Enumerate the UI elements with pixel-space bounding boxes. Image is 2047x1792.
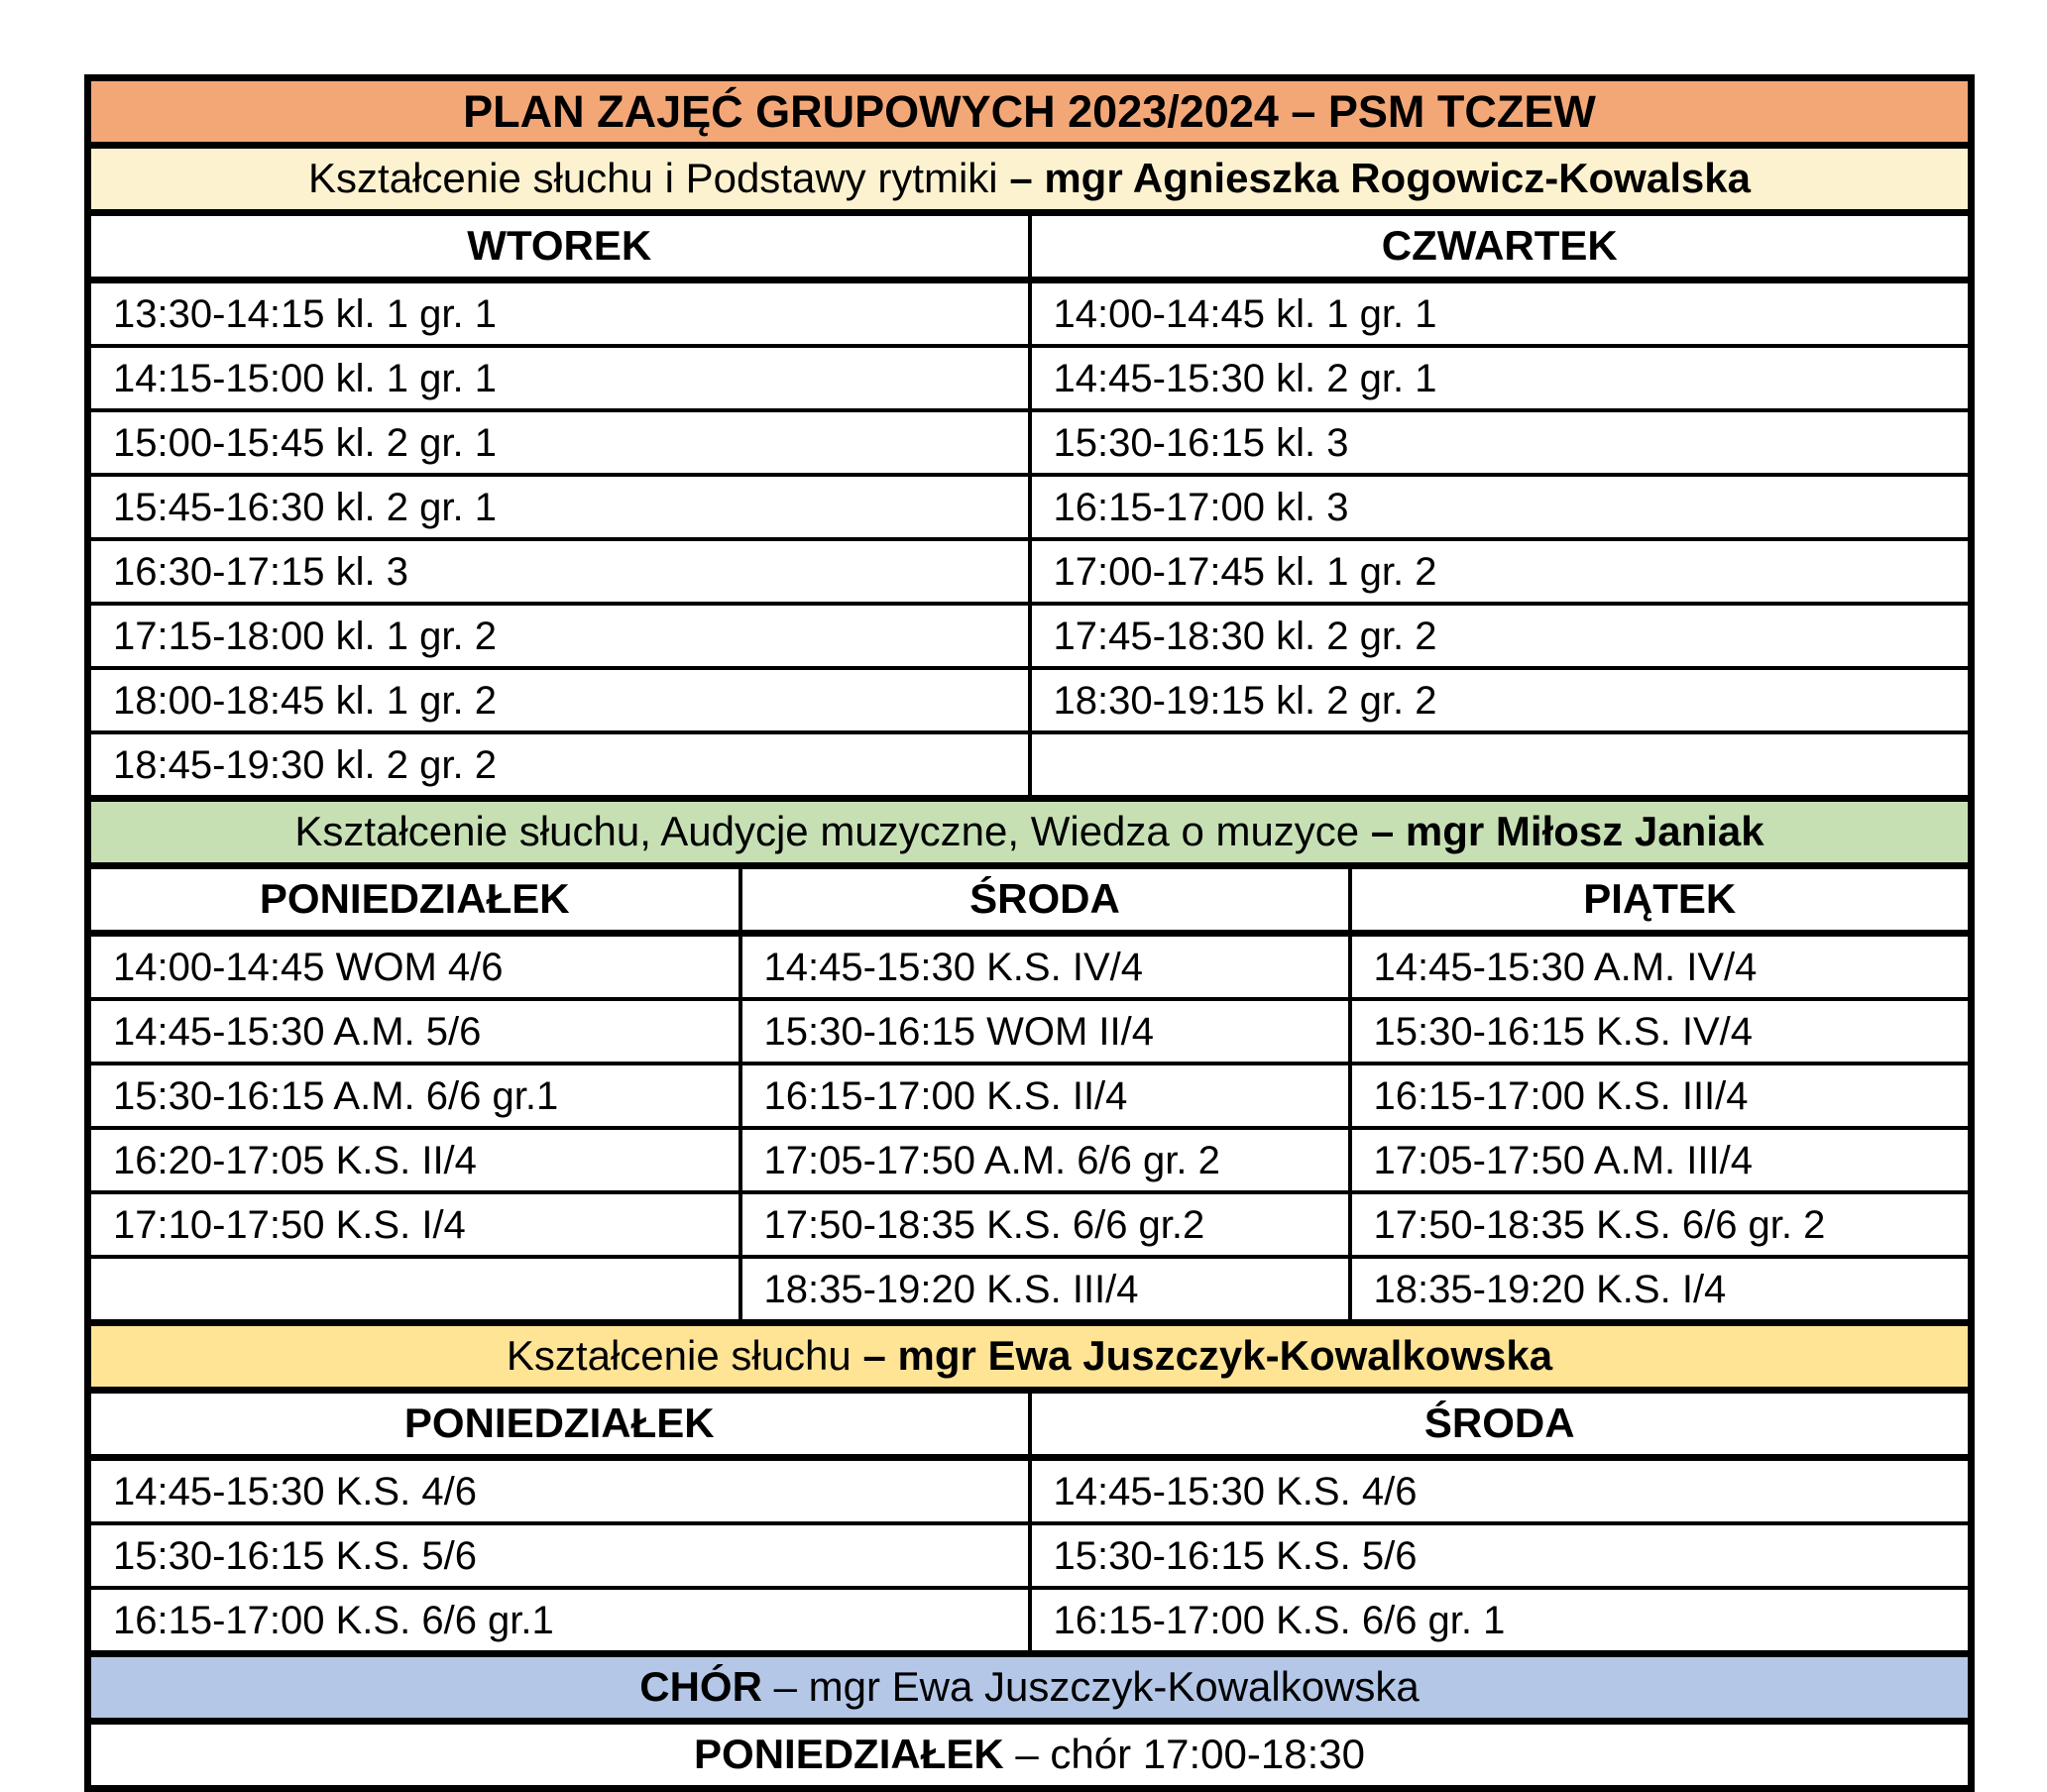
schedule-cell: 18:00-18:45 kl. 1 gr. 2 (88, 668, 1030, 732)
schedule-table (84, 74, 1975, 1792)
schedule-cell: 18:30-19:15 kl. 2 gr. 2 (1030, 668, 1972, 732)
page-title: PLAN ZAJĘĆ GRUPOWYCH 2023/2024 – PSM TCZEW (88, 78, 1972, 146)
table-row (88, 1192, 1972, 1257)
schedule-cell: 15:30-16:15 A.M. 6/6 gr.1 (88, 1064, 740, 1128)
schedule-cell: 14:00-14:45 WOM 4/6 (88, 934, 740, 1000)
schedule-cell: 18:35-19:20 K.S. III/4 (740, 1257, 1350, 1323)
schedule-cell-empty (88, 1257, 740, 1323)
day-header-sroda: ŚRODA (1030, 1391, 1972, 1458)
schedule-cell: 17:50-18:35 K.S. 6/6 gr.2 (740, 1192, 1350, 1257)
schedule-cell: 14:45-15:30 K.S. IV/4 (740, 934, 1350, 1000)
section2-subject: Kształcenie słuchu, Audycje muzyczne, Wiedza o muzyce (294, 808, 1371, 855)
title-row (88, 78, 1972, 146)
schedule-cell: 17:50-18:35 K.S. 6/6 gr. 2 (1350, 1192, 1972, 1257)
table-row (88, 1257, 1972, 1323)
schedule-cell: 15:30-16:15 WOM II/4 (740, 999, 1350, 1064)
schedule-cell: 14:45-15:30 K.S. 4/6 (88, 1458, 1030, 1524)
schedule-cell: 15:00-15:45 kl. 2 gr. 1 (88, 410, 1030, 475)
chor-day: PONIEDZIAŁEK (694, 1731, 1004, 1778)
table-row (88, 1458, 1972, 1524)
chor-schedule-row (88, 1722, 1972, 1789)
section2-header-row (88, 799, 1972, 866)
schedule-cell: 15:30-16:15 kl. 3 (1030, 410, 1972, 475)
schedule-cell: 16:30-17:15 kl. 3 (88, 539, 1030, 604)
section1-header-row (88, 146, 1972, 213)
table-row (88, 346, 1972, 410)
schedule-cell: 17:05-17:50 A.M. 6/6 gr. 2 (740, 1128, 1350, 1192)
schedule-cell: 13:30-14:15 kl. 1 gr. 1 (88, 280, 1030, 347)
section1-day-header-row (88, 213, 1972, 280)
schedule-cell: 18:45-19:30 kl. 2 gr. 2 (88, 732, 1030, 799)
chor-time: – chór 17:00-18:30 (1003, 1731, 1365, 1778)
table-row (88, 539, 1972, 604)
table-row (88, 1064, 1972, 1128)
section2-teacher: – mgr Miłosz Janiak (1370, 808, 1764, 855)
schedule-cell: 16:15-17:00 K.S. 6/6 gr. 1 (1030, 1588, 1972, 1654)
schedule-cell: 16:20-17:05 K.S. II/4 (88, 1128, 740, 1192)
schedule-cell: 17:45-18:30 kl. 2 gr. 2 (1030, 604, 1972, 668)
table-row (88, 732, 1972, 799)
section3-day-header-row (88, 1391, 1972, 1458)
table-row (88, 475, 1972, 539)
schedule-cell: 17:10-17:50 K.S. I/4 (88, 1192, 740, 1257)
table-row (88, 1523, 1972, 1588)
table-row (88, 1588, 1972, 1654)
schedule-cell: 15:30-16:15 K.S. 5/6 (88, 1523, 1030, 1588)
section3-subject: Kształcenie słuchu (506, 1332, 863, 1380)
section1-header (88, 146, 1972, 213)
schedule-cell: 17:15-18:00 kl. 1 gr. 2 (88, 604, 1030, 668)
day-header-piatek: PIĄTEK (1350, 866, 1972, 934)
chor-schedule (88, 1722, 1972, 1789)
schedule-cell: 15:30-16:15 K.S. 5/6 (1030, 1523, 1972, 1588)
section2-header (88, 799, 1972, 866)
table-row (88, 999, 1972, 1064)
section1-teacher: – mgr Agnieszka Rogowicz-Kowalska (1009, 155, 1751, 202)
table-row (88, 668, 1972, 732)
table-row (88, 934, 1972, 1000)
schedule-cell: 14:45-15:30 K.S. 4/6 (1030, 1458, 1972, 1524)
table-row (88, 280, 1972, 347)
schedule-cell: 14:15-15:00 kl. 1 gr. 1 (88, 346, 1030, 410)
section1-subject: Kształcenie słuchu i Podstawy rytmiki (308, 155, 1010, 202)
day-header-poniedzialek: PONIEDZIAŁEK (88, 1391, 1030, 1458)
schedule-cell: 17:00-17:45 kl. 1 gr. 2 (1030, 539, 1972, 604)
schedule-table-wrap (84, 74, 1975, 1792)
schedule-cell: 15:45-16:30 kl. 2 gr. 1 (88, 475, 1030, 539)
schedule-cell: 14:45-15:30 A.M. IV/4 (1350, 934, 1972, 1000)
table-row (88, 1128, 1972, 1192)
schedule-cell: 18:35-19:20 K.S. I/4 (1350, 1257, 1972, 1323)
table-row (88, 410, 1972, 475)
day-header-czwartek: CZWARTEK (1030, 213, 1972, 280)
chor-header-row (88, 1654, 1972, 1722)
section2-day-header-row (88, 866, 1972, 934)
chor-title: CHÓR (639, 1663, 762, 1711)
schedule-cell-empty (1030, 732, 1972, 799)
schedule-cell: 16:15-17:00 K.S. III/4 (1350, 1064, 1972, 1128)
schedule-cell: 16:15-17:00 K.S. 6/6 gr.1 (88, 1588, 1030, 1654)
chor-teacher: – mgr Ewa Juszczyk-Kowalkowska (761, 1663, 1420, 1711)
section3-header (88, 1323, 1972, 1391)
schedule-cell: 14:00-14:45 kl. 1 gr. 1 (1030, 280, 1972, 347)
table-row (88, 604, 1972, 668)
section3-header-row (88, 1323, 1972, 1391)
schedule-cell: 16:15-17:00 K.S. II/4 (740, 1064, 1350, 1128)
schedule-cell: 14:45-15:30 A.M. 5/6 (88, 999, 740, 1064)
section3-teacher: – mgr Ewa Juszczyk-Kowalkowska (862, 1332, 1553, 1380)
schedule-cell: 15:30-16:15 K.S. IV/4 (1350, 999, 1972, 1064)
day-header-sroda: ŚRODA (740, 866, 1350, 934)
schedule-cell: 16:15-17:00 kl. 3 (1030, 475, 1972, 539)
chor-header (88, 1654, 1972, 1722)
schedule-cell: 14:45-15:30 kl. 2 gr. 1 (1030, 346, 1972, 410)
day-header-poniedzialek: PONIEDZIAŁEK (88, 866, 740, 934)
schedule-cell: 17:05-17:50 A.M. III/4 (1350, 1128, 1972, 1192)
day-header-wtorek: WTOREK (88, 213, 1030, 280)
